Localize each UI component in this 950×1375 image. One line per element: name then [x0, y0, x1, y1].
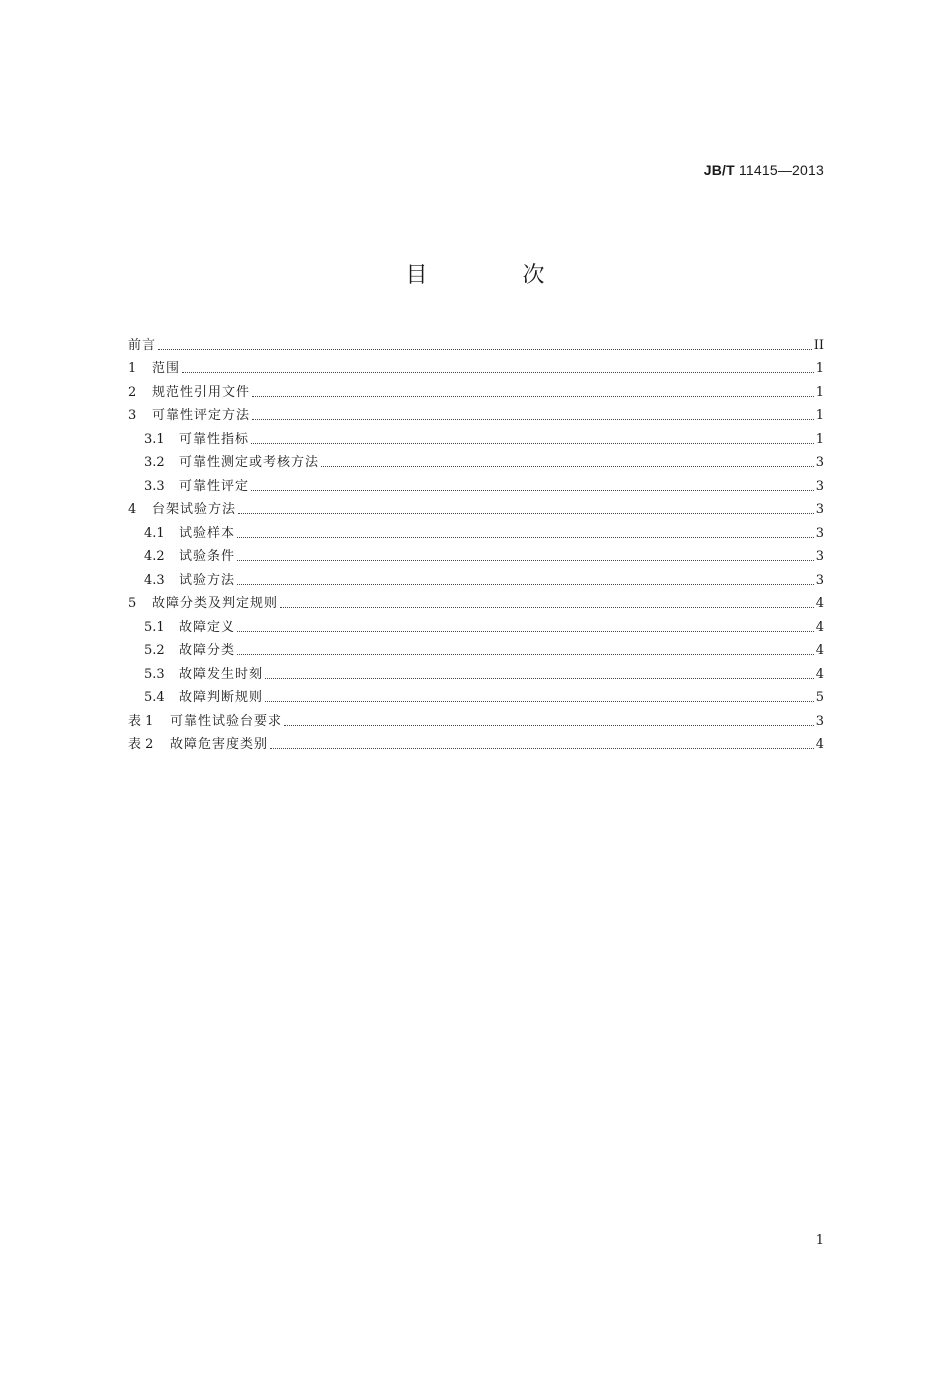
toc-dot-leader [284, 725, 814, 726]
toc-entry-number: 3.2 [144, 455, 165, 470]
toc-entry[interactable] [128, 495, 824, 519]
toc-dot-leader [238, 513, 814, 514]
toc-entry-number: 4.2 [144, 549, 165, 564]
standard-code [704, 162, 824, 178]
toc-entry[interactable] [128, 542, 824, 566]
toc-dot-leader [252, 396, 814, 397]
toc-entry-page: 1 [815, 361, 824, 376]
toc-entry[interactable] [128, 448, 824, 472]
toc-entry-page: 3 [815, 713, 824, 729]
toc-dot-leader [265, 678, 814, 679]
toc-entry-label: 可靠性测定或考核方法 [179, 455, 320, 470]
toc-entry-label: 可靠性试验台要求 [170, 713, 283, 729]
toc-dot-leader [237, 584, 814, 585]
toc-entry-number: 3 [128, 408, 137, 423]
toc-entry-number: 5.2 [144, 643, 165, 658]
toc-dot-leader [237, 631, 814, 632]
toc-entry-number: 3.3 [144, 478, 165, 494]
toc-dot-leader [321, 466, 814, 467]
toc-entry-page: 3 [815, 525, 824, 541]
toc-entry[interactable] [128, 612, 824, 636]
toc-entry-page: 3 [815, 549, 824, 564]
toc-entry-number: 3.1 [144, 431, 165, 447]
toc-entry-page: 3 [815, 572, 824, 588]
toc-dot-leader [158, 349, 812, 350]
toc-entry-label: 范围 [152, 361, 181, 376]
toc-entry-number: 5.4 [144, 690, 165, 705]
toc-entry-number: 表 2 [128, 737, 154, 752]
toc-entry-number: 表 1 [128, 713, 154, 729]
page-number: 1 [815, 1233, 824, 1248]
toc-entry[interactable] [128, 354, 824, 378]
toc-entry-page: 1 [815, 408, 824, 423]
toc-entry-label: 故障分类及判定规则 [152, 596, 279, 611]
toc-entry-page: 1 [815, 431, 824, 447]
toc-entry-label: 试验条件 [179, 549, 236, 564]
toc-title: 目 次 [405, 263, 589, 288]
toc-entry[interactable] [128, 401, 824, 425]
toc-dot-leader [280, 607, 814, 608]
toc-entry-page: II [813, 337, 824, 353]
toc-entry[interactable] [128, 730, 824, 754]
toc-dot-leader [270, 748, 814, 749]
toc-entry-label: 试验样本 [179, 525, 236, 541]
toc-entry-number: 4 [128, 502, 137, 517]
toc-dot-leader [237, 537, 814, 538]
toc-entry-page: 4 [815, 737, 824, 752]
toc-entry-page: 3 [815, 455, 824, 470]
toc-entry-page: 4 [815, 596, 824, 611]
toc-entry-label: 故障分类 [179, 643, 236, 658]
toc-entry-number: 5.1 [144, 619, 165, 635]
toc-entry-label: 可靠性评定方法 [152, 408, 251, 423]
toc-entry-number: 2 [128, 384, 137, 400]
toc-entry[interactable] [128, 424, 824, 448]
toc-entry-label: 故障危害度类别 [170, 737, 269, 752]
table-of-contents [128, 330, 824, 753]
toc-entry-label: 故障判断规则 [179, 690, 264, 705]
toc-entry[interactable] [128, 377, 824, 401]
toc-entry[interactable] [128, 518, 824, 542]
toc-dot-leader [237, 560, 814, 561]
toc-entry[interactable] [128, 683, 824, 707]
toc-entry[interactable] [128, 636, 824, 660]
toc-dot-leader [251, 490, 814, 491]
toc-entry-page: 1 [815, 384, 824, 400]
toc-entry-number: 5.3 [144, 666, 165, 682]
toc-entry-page: 4 [815, 666, 824, 682]
toc-entry-page: 3 [815, 478, 824, 494]
toc-entry-number: 1 [128, 361, 137, 376]
toc-entry[interactable] [128, 471, 824, 495]
standard-prefix: JB/T [703, 162, 735, 178]
toc-entry[interactable] [128, 659, 824, 683]
standard-number: 11415—2013 [738, 162, 824, 178]
toc-entry-page: 4 [815, 619, 824, 635]
toc-entry-label: 故障发生时刻 [179, 666, 264, 682]
toc-entry-number: 4.1 [144, 525, 165, 541]
toc-entry[interactable] [128, 589, 824, 613]
toc-entry[interactable] [128, 706, 824, 730]
toc-dot-leader [252, 419, 814, 420]
toc-entry-label: 前言 [128, 337, 157, 353]
toc-entry[interactable] [128, 565, 824, 589]
toc-dot-leader [237, 654, 814, 655]
toc-entry-page: 3 [815, 502, 824, 517]
toc-entry-label: 试验方法 [179, 572, 236, 588]
toc-entry-label: 可靠性指标 [179, 431, 250, 447]
toc-entry-label: 可靠性评定 [179, 478, 250, 494]
toc-dot-leader [265, 701, 814, 702]
toc-entry-label: 台架试验方法 [152, 502, 237, 517]
toc-entry-label: 规范性引用文件 [152, 384, 251, 400]
toc-dot-leader [251, 443, 814, 444]
toc-entry-page: 5 [815, 690, 824, 705]
toc-entry-page: 4 [815, 643, 824, 658]
toc-dot-leader [182, 372, 814, 373]
toc-entry-number: 4.3 [144, 572, 165, 588]
toc-entry-label: 故障定义 [179, 619, 236, 635]
toc-entry[interactable] [128, 330, 824, 354]
toc-entry-number: 5 [128, 596, 137, 611]
